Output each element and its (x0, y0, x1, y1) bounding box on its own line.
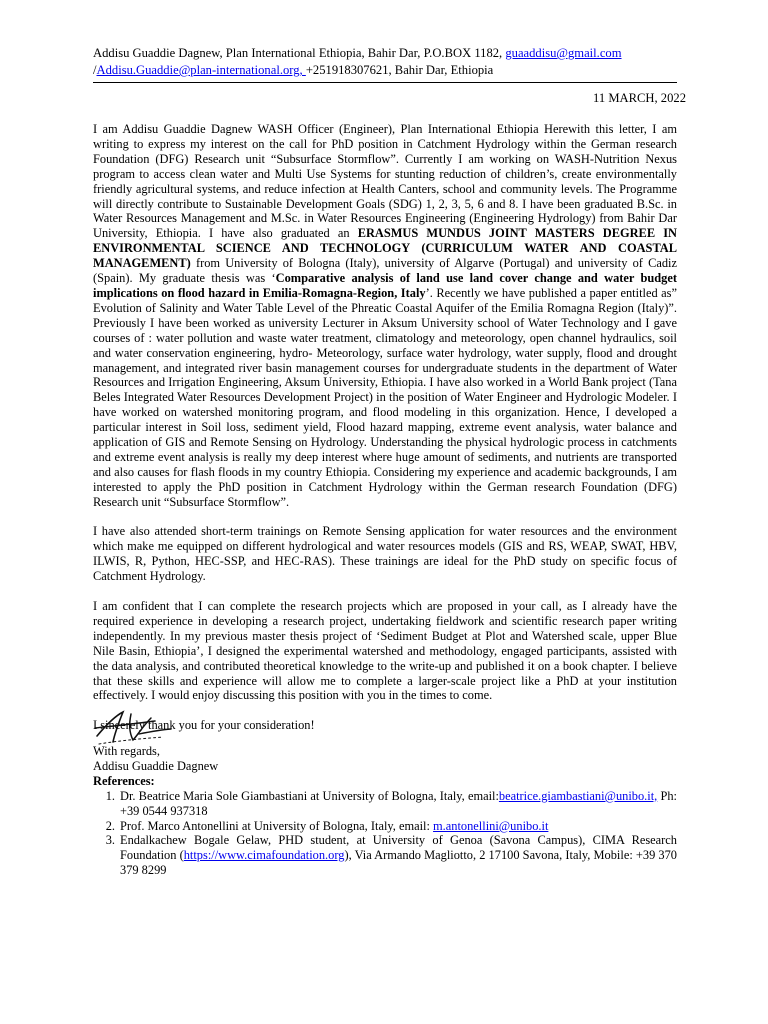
letter-date: 11 MARCH, 2022 (593, 91, 686, 105)
sender-phone-location: +251918307621, Bahir Dar, Ethiopia (305, 63, 494, 77)
intro-text-b: from University of Bologna (Italy), university of Algarve (Portugal) and university of Cadiz (Spain). My graduate thesis was ‘ (93, 256, 677, 286)
header-divider (93, 82, 677, 83)
reference-text: Dr. Beatrice Maria Sole Giambastiani at University of Bologna, Italy, email: (120, 788, 499, 803)
slash-separator: / (93, 63, 97, 77)
letter-body (93, 122, 677, 748)
email-link-gmail[interactable]: guaaddisu@gmail.com (505, 46, 622, 60)
letter-header (93, 45, 678, 79)
reference-item (93, 819, 677, 834)
paragraph-thanks: I sincerely thank you for your consideration! (93, 718, 315, 733)
reference-text-after: ), Via Armando Magliotto, 2 17100 Savona, Italy, Mobile: +39 370 379 8299 (120, 848, 677, 878)
reference-text: Prof. Marco Antonellini at University of Bologna, Italy, email: (120, 818, 434, 833)
paragraph-introduction (93, 122, 677, 510)
reference-text: Endalkachew Bogale Gelaw, PHD student, at University of Genoa (Savona Campus), CIMA Research Foundation ( (120, 833, 677, 863)
thesis-title: Comparative analysis of land use land cover change and water budget implications on flood hazard in Emilia-Romagna-Region, Italy (93, 271, 677, 300)
reference-link[interactable]: beatrice.giambastiani@unibo.it, (498, 788, 658, 803)
paragraph-confidence: I am confident that I can complete the research projects which are proposed in your call, as I already have the required experience in developing a research project, undertaking fieldwork and scientific research paper writing independently. In my previous master thesis project of ‘Sediment Budget at Plot and Watershed scale, upper Blue Nile Basin, Ethiopia’, I designed the experimental watershed and methodology, engaged participants, assisted with the data analysis, and contributed theoretical knowledge to the write-up and published it on a book chapter. I believe that these skills and experience will allow me to complete a larger-scale project like a PhD at your institution effectively. I would enjoy discussing this position with you in the times to come. (93, 598, 677, 703)
intro-text-a: I am Addisu Guaddie Dagnew WASH Officer (Engineer), Plan International Ethiopia Herewith this letter, I am writing to express my interest on the call for PhD position in Catchment Hydrology within the German research Foundation (DFG) Research unit “Subsurface Stormflow”. Currently I am working on WASH-Nutrition Nexus program to access clean water and Multi Use Systems for stunting reduction of children’s, create environmentally friendly agricultural systems, and reduce infection at Health Canters, school and community levels. The Programme will directly contribute to Sustainable Development Goals (SDG) 1, 2, 3, 5, 6 and 8. I have been graduated B.Sc. in Water Resources Management and M.Sc. in Water Resources Engineering (Engineering Hydrology) from Bahir Dar University, Ethiopia. I have also graduated an (93, 122, 677, 241)
email-link-plan-international[interactable]: Addisu.Guaddie@plan-international.org, (96, 63, 306, 77)
reference-link[interactable]: m.antonellini@unibo.it (433, 818, 549, 833)
header-line-1 (93, 45, 678, 62)
letter-closing (93, 744, 677, 878)
regards-line: With regards, (93, 744, 160, 758)
references-heading: References: (93, 773, 155, 788)
handwritten-signature (93, 706, 175, 748)
reference-number: 2. (105, 818, 115, 833)
reference-link[interactable]: https://www.cimafoundation.org (183, 848, 345, 863)
reference-number: 3. (105, 833, 115, 848)
reference-item (93, 789, 677, 819)
sender-address: Addisu Guaddie Dagnew, Plan International Ethiopia, Bahir Dar, P.O.BOX 1182, (93, 46, 506, 60)
reference-text-after: Ph: +39 0544 937318 (120, 788, 677, 818)
signatory-name: Addisu Guaddie Dagnew (93, 758, 219, 773)
paragraph-trainings: I have also attended short-term trainings on Remote Sensing application for water resources and the environment which make me equipped on different hydrological and water resources models (GIS and RS, WEAP, SWAT, HBV, ILWIS, R, Python, HEC-SSP, and HEC-RAS). These trainings are ideal for the PhD study on specific focus of Catchment Hydrology. (93, 524, 677, 584)
reference-item (93, 833, 677, 878)
erasmus-mundus-degree: ERASMUS MUNDUS JOINT MASTERS DEGREE IN ENVIRONMENTAL SCIENCE AND TECHNOLOGY (CURRICULUM WATER AND COASTAL MANAGEMENT) (93, 226, 677, 271)
header-line-2 (93, 62, 678, 79)
reference-number: 1. (105, 788, 115, 803)
intro-text-c: ’. Recently we have published a paper entitled as” Evolution of Salinity and Water Table Level of the Phreatic Coastal Aquifer of the Emilia Romagna Region (Italy)”. Previously I have been worked as university Lecturer in Aksum University school of Water Technology and I gave courses of : water pollution and waste water treatment, climatology and meteorology, open channel hydraulics, soil and water conservation engineering, hydro- Meteorology, surface water hydrology, water supply, flood and drought management, and integrated river basin management courses for undergraduate students in the department of Water Resources and Irrigation Engineering, Aksum University, Ethiopia. I have also worked in a World Bank project (Tana Beles Integrated Water Resources Development Project) in the position of Water Engineer and Hydrologic Modeler. I have worked on watershed monitoring program, and flood modeling in this organization. Hence, I developed a particular interest in Soil loss, sediment yield, Flood hazard mapping, extreme event analysis, water balance and application of GIS and Remote Sensing on Hydrology. Understanding the physical hydrologic process in catchments and extreme event analysis is really my deep interest where huge amount of sediments, and nutrients are transported and also causes for flash floods in my country Ethiopia. Considering my experience and academic backgrounds, I am interested to apply the PhD position in Catchment Hydrology within the German research Foundation (DFG) Research unit “Subsurface Stormflow”. (93, 285, 677, 509)
references-list (93, 789, 677, 878)
